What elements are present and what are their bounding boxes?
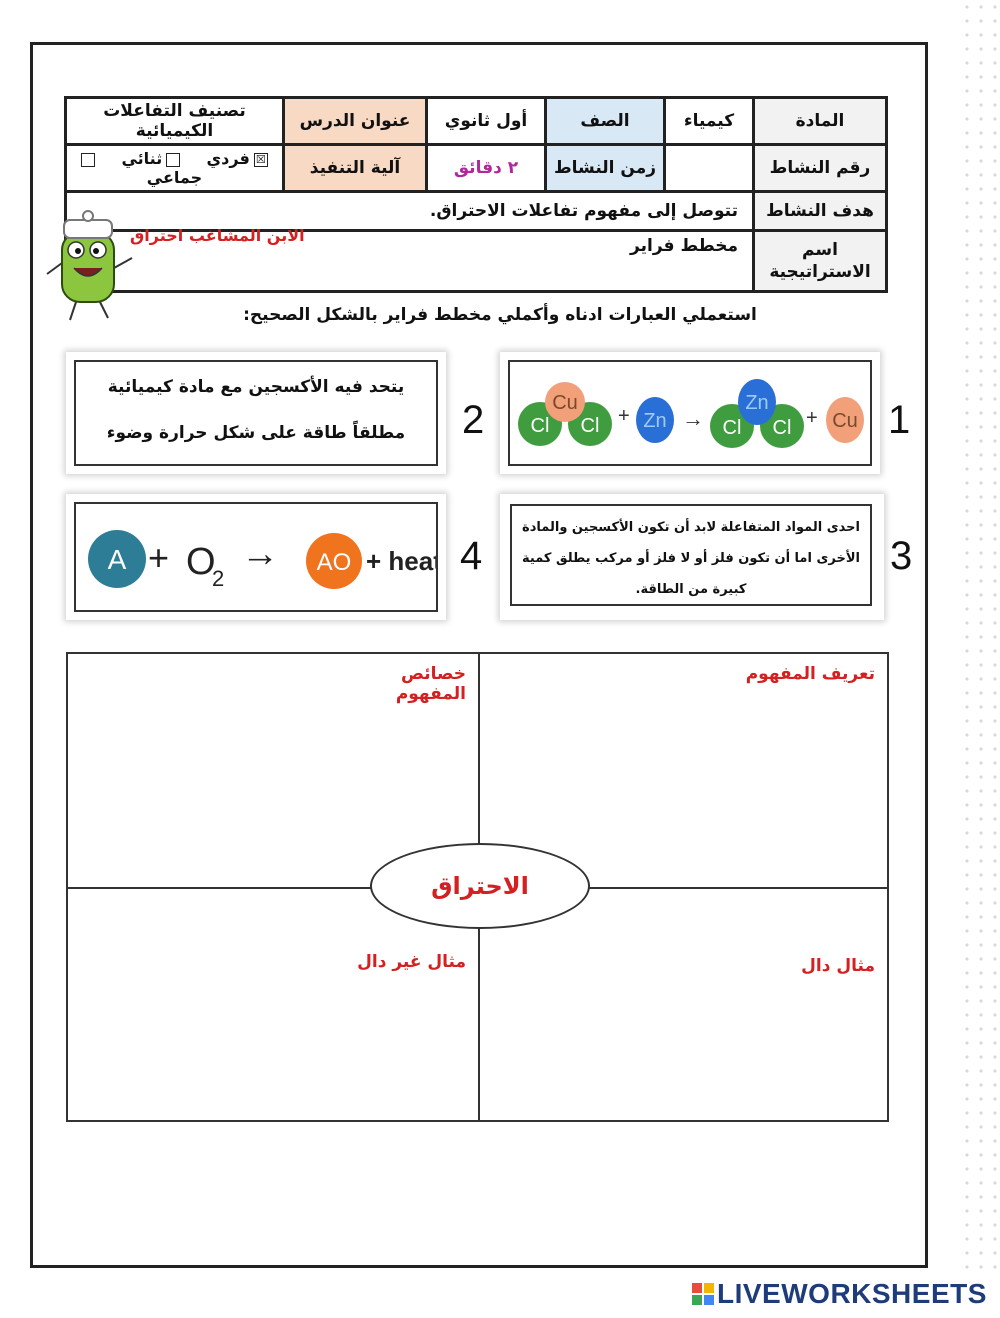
goal-value: تتوصل إلى مفهوم تفاعلات الاحتراق. — [66, 192, 754, 231]
characteristics-heading: خصائص المفهوم — [395, 664, 466, 704]
center-concept: الاحتراق — [370, 843, 590, 929]
pair-label: ثنائي — [121, 149, 163, 168]
execution-mode-label: آلية التنفيذ — [284, 145, 427, 192]
activity-number-value[interactable] — [665, 145, 754, 192]
product-ao: AO — [316, 549, 352, 576]
subject-label: المادة — [754, 98, 887, 145]
heat-label: + heat — [366, 546, 436, 576]
card-number-2: 2 — [462, 398, 485, 442]
reactant-a: A — [107, 544, 127, 575]
subject-value: كيمياء — [665, 98, 754, 145]
activity-time-label: زمن النشاط — [546, 145, 665, 192]
execution-mode-options — [66, 145, 284, 192]
instruction-text: استعملي العبارات ادناه وأكملي مخطط فراير بالشكل الصحيح: — [243, 305, 757, 325]
card-3-line-1: احدى المواد المتفاعلة لابد أن تكون الأكسجين والمادة — [522, 520, 860, 535]
strategy-label: اسم الاستراتيجية — [754, 231, 887, 292]
card-3-line-2: الأخرى اما أن تكون فلز أو لا فلز أو مركب يطلق كمية — [522, 551, 860, 566]
goal-label: هدف النشاط — [754, 192, 887, 231]
atom-cu: Cu — [552, 392, 578, 414]
brand-text: LIVEWORKSHEETS — [717, 1278, 987, 1309]
mascot-caption: الابن المشاغب احتراق — [130, 226, 305, 245]
card-number-4: 4 — [460, 534, 483, 578]
atom-zn: Zn — [745, 392, 769, 414]
lesson-label: عنوان الدرس — [284, 98, 427, 145]
card-2-line-1: يتحد فيه الأكسجين مع مادة كيميائية — [107, 377, 405, 397]
lesson-value: تصنيف التفاعلات الكيميائية — [66, 98, 284, 145]
atom-cl: Cl — [580, 415, 600, 437]
lesson-info-table — [64, 96, 888, 293]
group-checkbox[interactable] — [81, 153, 95, 167]
card-3[interactable] — [500, 494, 884, 620]
dotted-margin — [960, 0, 1000, 1270]
plus-sign: + — [618, 405, 630, 427]
reaction-arrow: → — [241, 533, 279, 575]
group-label: جماعي — [146, 168, 203, 187]
atom-cl: Cl — [722, 417, 742, 439]
activity-number-label: رقم النشاط — [754, 145, 887, 192]
strategy-value: مخطط فراير — [66, 231, 754, 292]
activity-time-value: ٢ دقائق — [427, 145, 546, 192]
combustion-equation — [76, 504, 436, 610]
grade-value: أول ثانوي — [427, 98, 546, 145]
atom-zn: Zn — [643, 410, 667, 432]
liveworksheets-logo — [692, 1278, 987, 1310]
frayer-model — [66, 652, 889, 1122]
definition-heading: تعريف المفهوم — [745, 664, 875, 684]
grade-label: الصف — [546, 98, 665, 145]
liveworksheets-blocks-icon — [692, 1283, 714, 1305]
example-heading: مثال دال — [801, 956, 875, 976]
oxygen-subscript: 2 — [212, 566, 225, 591]
atom-cl: Cl — [530, 415, 550, 437]
atom-cu: Cu — [832, 410, 858, 432]
pair-checkbox[interactable] — [166, 153, 180, 167]
atom-cl: Cl — [772, 417, 792, 439]
card-2-line-2: مطلقاً طاقة على شكل حرارة وضوء — [106, 423, 406, 443]
non-example-drop-zone[interactable] — [68, 984, 476, 1118]
individual-label: فردي — [206, 149, 250, 168]
reaction-arrow: → — [682, 406, 704, 431]
plus-sign: + — [148, 537, 170, 578]
oxygen-symbol: O — [186, 541, 216, 583]
example-drop-zone[interactable] — [480, 984, 888, 1118]
card-2[interactable] — [66, 352, 446, 474]
individual-checkbox[interactable]: ☒ — [254, 153, 268, 167]
card-number-1: 1 — [888, 398, 911, 442]
plus-sign: + — [806, 407, 818, 429]
card-3-line-3: كبيرة من الطاقة. — [635, 582, 747, 597]
copper-chloride-zinc-reaction — [510, 362, 870, 464]
card-4[interactable] — [66, 494, 446, 620]
non-example-heading: مثال غير دال — [357, 952, 466, 972]
card-1[interactable] — [500, 352, 880, 474]
card-number-3: 3 — [890, 534, 913, 578]
